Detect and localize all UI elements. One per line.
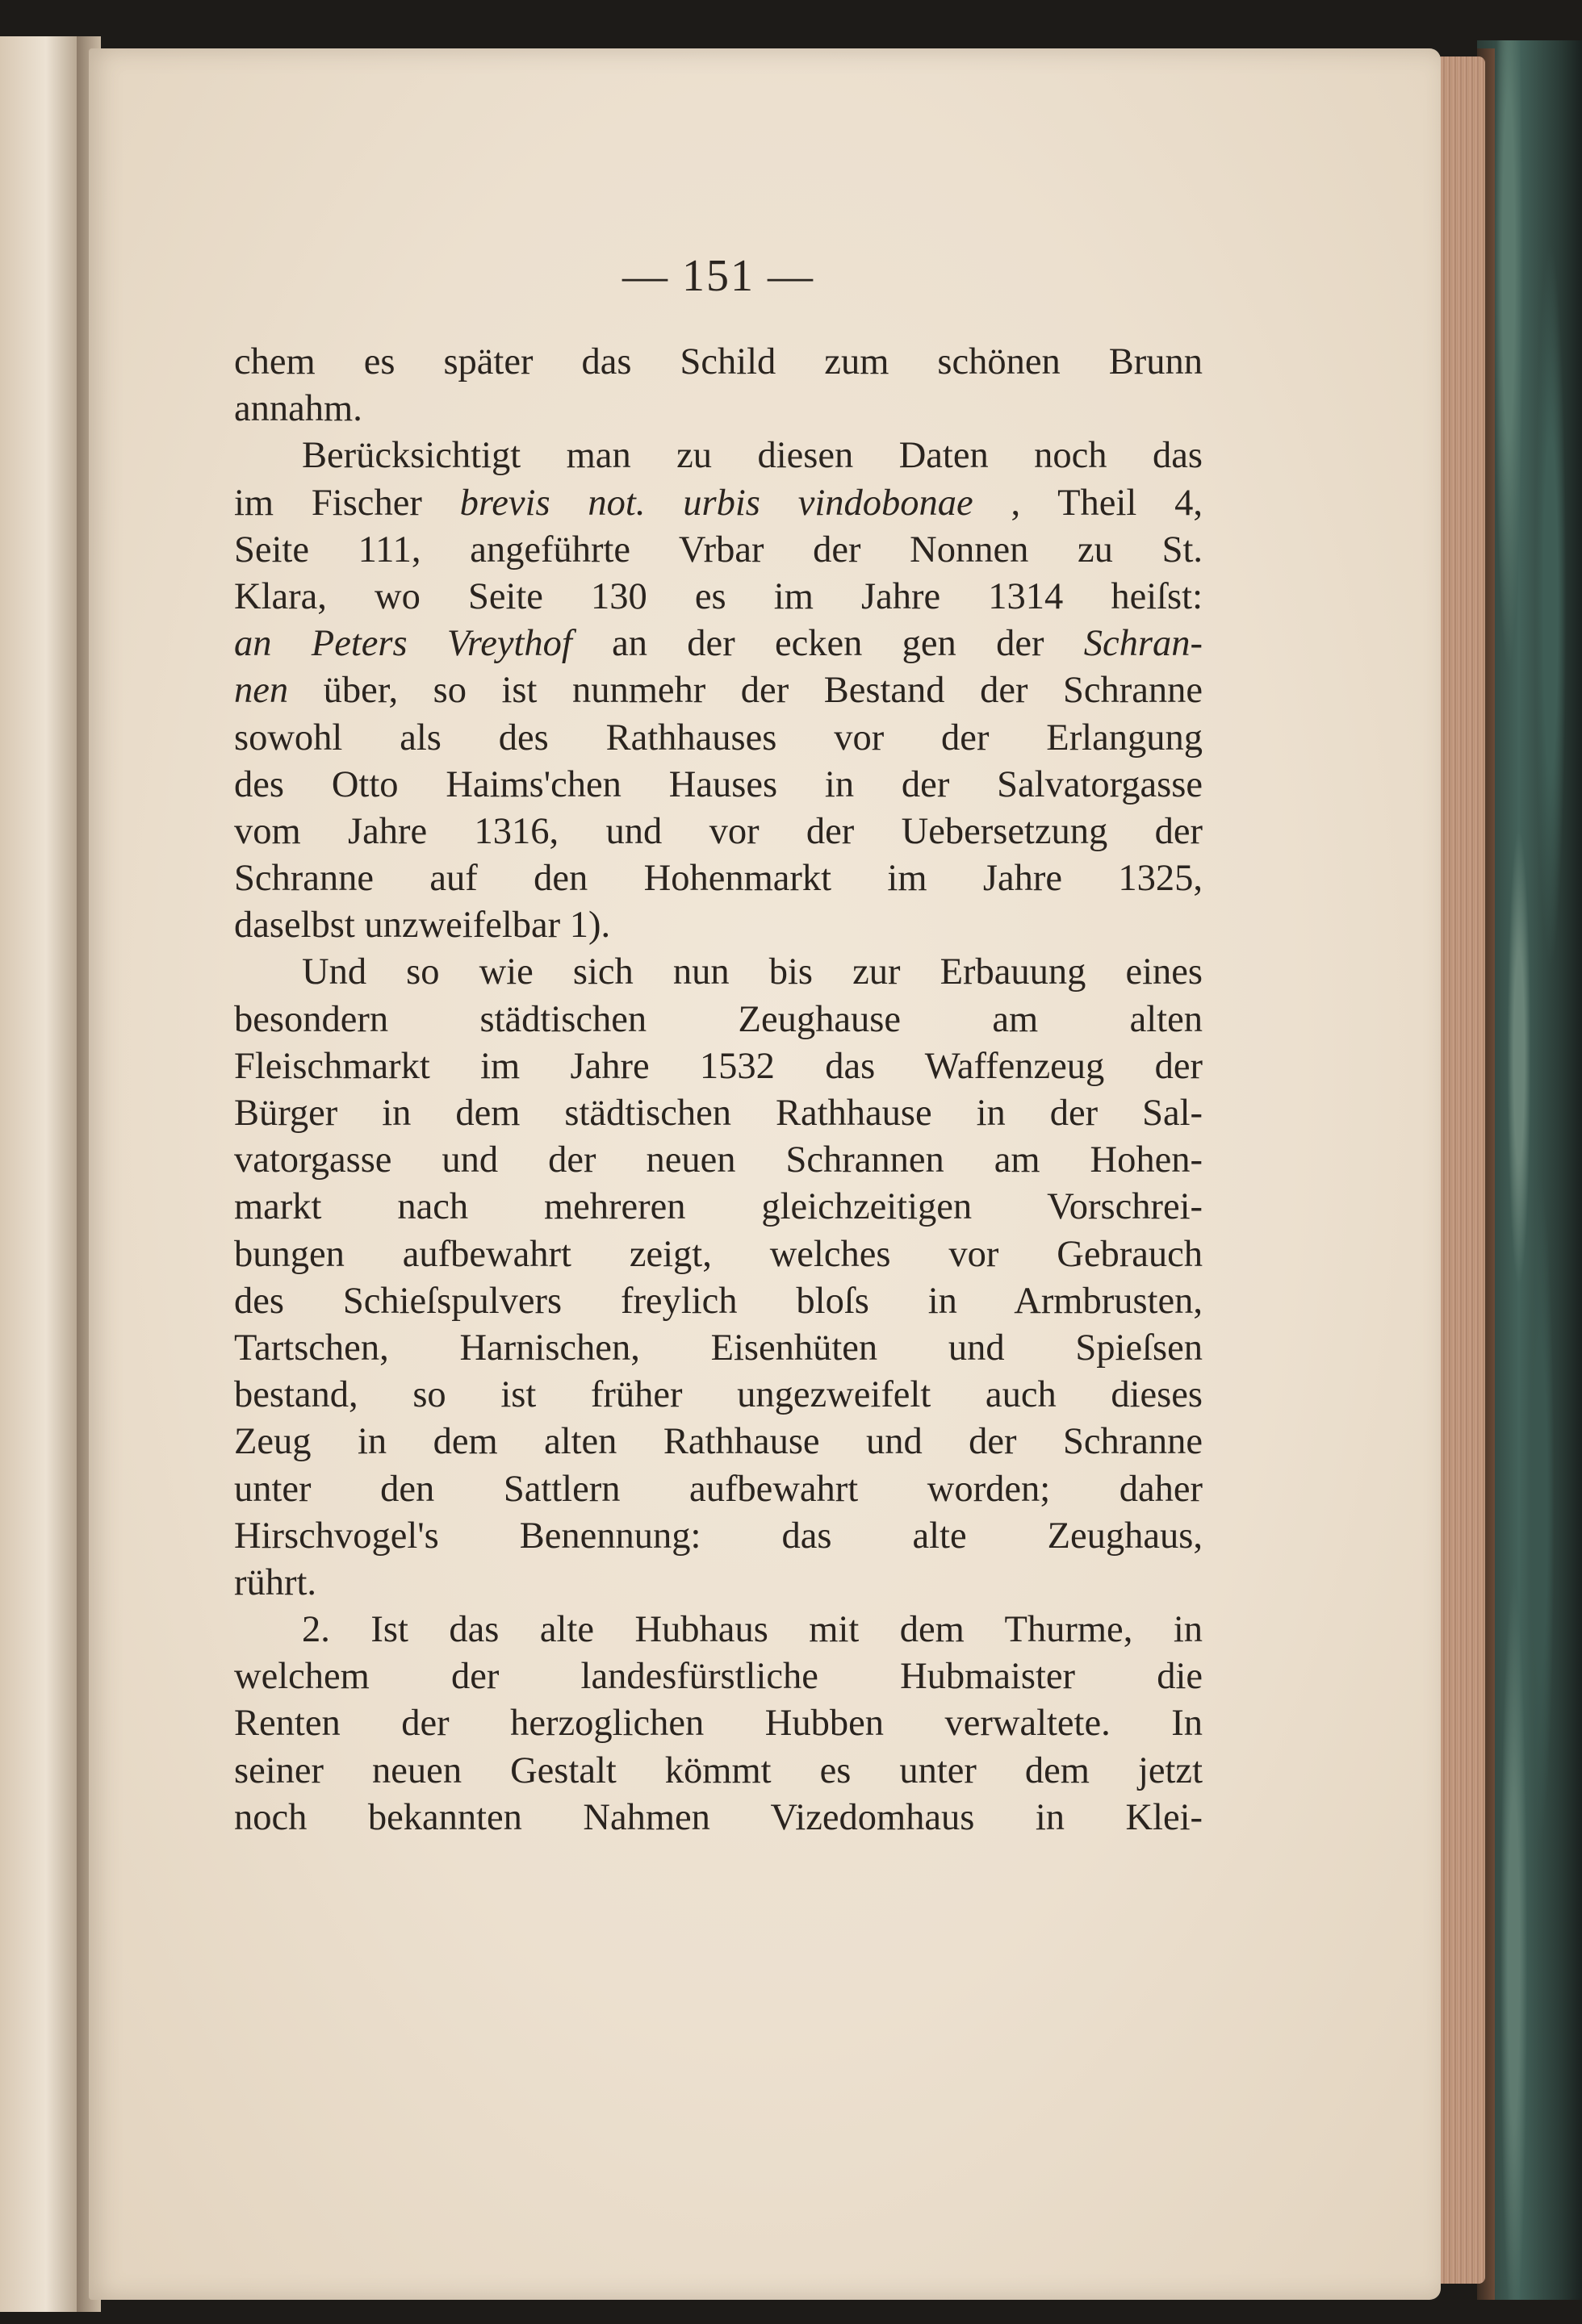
text-line: Tartschen, Harnischen, Eisenhüten und Spieſsen [234,1327,1203,1369]
text-line: bungen aufbewahrt zeigt, welches vor Gebrauch [234,1233,1203,1275]
quoted-name: an Peters Vreythof [234,623,572,665]
text-line: Seite 111, angeführte Vrbar der Nonnen zu St. [234,529,1203,571]
text-line: 2. Ist das alte Hubhaus mit dem Thurme, in [302,1609,1203,1651]
text-line: vom Jahre 1316, und vor der Uebersetzung der [234,810,1203,852]
left-page [0,36,77,2312]
text-line: Renten der herzoglichen Hubben verwaltete. In [234,1703,1203,1745]
latin-title: brevis not. urbis vindobonae [459,482,973,524]
text-line: Bürger in dem städtischen Rathhause in der Sal- [234,1093,1203,1134]
text-line: chem es später das Schild zum schönen Brunn [234,341,1203,382]
text-line: Klara, wo Seite 130 es im Jahre 1314 heiſst: [234,575,1203,617]
text-line: bestand, so ist früher ungezweifelt auch dieses [234,1374,1203,1416]
text-line: Zeug in dem alten Rathhause und der Schranne [234,1421,1203,1463]
text-line: Berücksichtigt man zu diesen Daten noch das [302,435,1203,477]
text-line: Schranne auf den Hohenmarkt im Jahre 1325, [234,858,1203,900]
quoted-word: nen [234,670,289,712]
text-line: rührt. [234,1561,317,1603]
text-line: an Peters Vreythof an der ecken gen der Schran- [234,623,1203,665]
text-line: besondern städtischen Zeughause am alten [234,998,1203,1040]
text-line: nen über, so ist nunmehr der Bestand der Schranne [234,670,1203,712]
body-text [234,339,1203,1841]
text-line: sowohl als des Rathhauses vor der Erlangung [234,717,1203,759]
text-line: im Fischer brevis not. urbis vindobonae , Theil 4, [234,482,1203,524]
text-line: markt nach mehreren gleichzeitigen Vorschrei- [234,1186,1203,1228]
text-line: vatorgasse und der neuen Schrannen am Hohen- [234,1139,1203,1181]
text-line: welchem der landesfürstliche Hubmaister die [234,1656,1203,1698]
page-number: — 151 — [622,251,814,301]
text-line: noch bekannten Nahmen Vizedomhaus in Klei- [234,1796,1203,1838]
text-line: des Otto Haims'chen Hauses in der Salvatorgasse [234,763,1203,805]
quoted-word: Schran- [1083,623,1203,665]
text-line: des Schieſspulvers freylich bloſs in Armbrusten, [234,1280,1203,1322]
text-line: Fleischmarkt im Jahre 1532 das Waffenzeug der [234,1045,1203,1087]
text-line: unter den Sattlern aufbewahrt worden; daher [234,1468,1203,1510]
text-line: Und so wie sich nun bis zur Erbauung eines [302,951,1203,993]
text-line: Hirschvogel's Benennung: das alte Zeughaus, [234,1515,1203,1557]
text-line: annahm. [234,388,362,430]
text-line: seiner neuen Gestalt kömmt es unter dem jetzt [234,1749,1203,1791]
text-line: daselbst unzweifelbar 1). [234,905,611,947]
